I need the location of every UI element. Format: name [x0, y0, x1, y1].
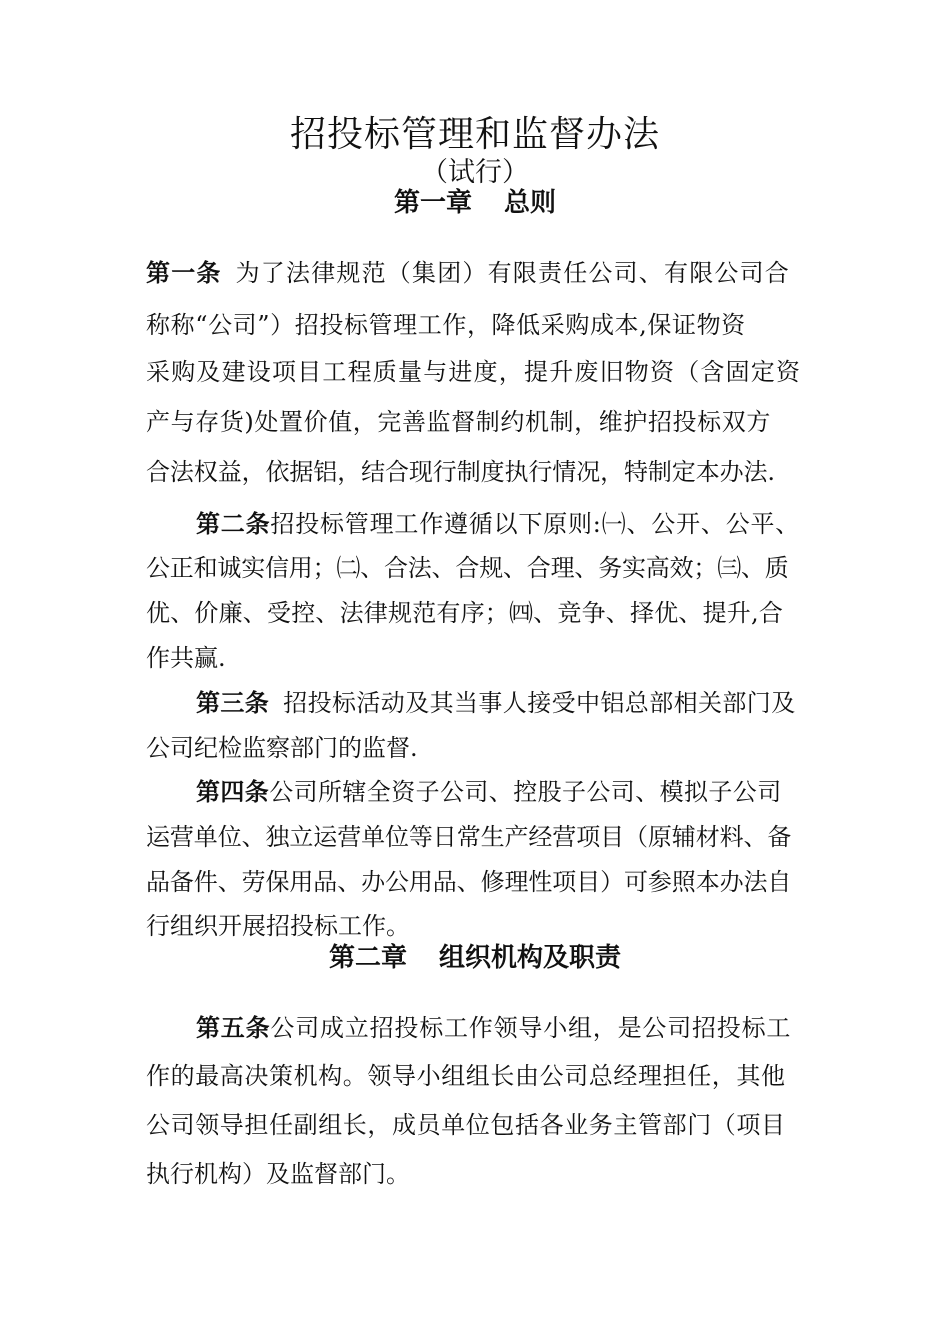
document-subtitle: （试行） — [421, 157, 529, 188]
article-line: 优、价廉、受控、法律规范有序；㈣、竞争、择优、提升,合 — [146, 599, 784, 627]
chapter-heading — [0, 182, 950, 219]
article-label: 第三条 — [196, 688, 270, 717]
article-line — [196, 504, 800, 539]
article-line: 公司纪检监察部门的监督. — [146, 734, 418, 762]
article-label: 第一条 — [146, 258, 222, 287]
article-line: 作的最高决策机构。领导小组组长由公司总经理担任，其他 — [146, 1062, 786, 1090]
article-line — [196, 1008, 791, 1043]
article-label: 第四条 — [196, 777, 270, 806]
article-line: 公司领导担任副组长，成员单位包括各业务主管部门（项目 — [146, 1111, 786, 1139]
article-line: 合法权益，依据铝，结合现行制度执行情况，特制定本办法. — [146, 458, 775, 486]
article-text: 招投标活动及其当事人接受中铝总部相关部门及 — [283, 689, 796, 717]
article-label: 第五条 — [196, 1013, 271, 1042]
article-text: 招投标管理工作遵循以下原则:㈠、公开、公平、 — [270, 510, 801, 538]
article-text: 为了法律规范（集团）有限责任公司、有限公司合 — [235, 259, 791, 287]
chapter-number: 第一章 — [393, 188, 472, 218]
article-line: 产与存货)处置价值，完善监督制约机制，维护招投标双方 — [146, 408, 771, 436]
chapter-number: 第二章 — [328, 943, 407, 973]
chapter-name: 总则 — [504, 188, 557, 218]
document-title: 招投标管理和监督办法 — [289, 114, 660, 155]
article-line: 称称“公司”）招投标管理工作，降低采购成本,保证物资 — [146, 311, 746, 339]
article-line: 执行机构）及监督部门。 — [146, 1160, 410, 1188]
article-line — [146, 253, 790, 288]
article-text: 公司所辖全资子公司、控股子公司、模拟子公司 — [269, 778, 782, 806]
article-line — [196, 683, 796, 718]
article-text: 公司成立招投标工作领导小组，是公司招投标工 — [270, 1014, 792, 1042]
article-label: 第二条 — [196, 509, 271, 538]
article-line: 品备件、劳保用品、办公用品、修理性项目）可参照本办法自 — [146, 868, 792, 896]
article-line: 行组织开展招投标工作。 — [146, 912, 410, 940]
chapter-name: 组织机构及职责 — [439, 943, 622, 973]
article-line: 作共赢. — [146, 644, 226, 672]
article-line: 运营单位、独立运营单位等日常生产经营项目（原辅材料、备 — [146, 823, 792, 851]
article-line — [196, 772, 782, 807]
article-line: 采购及建设项目工程质量与进度，提升废旧物资（含固定资 — [146, 358, 802, 386]
chapter-heading — [0, 937, 950, 974]
article-line: 公正和诚实信用；㈡、合法、合规、合理、务实高效；㈢、质 — [146, 554, 789, 582]
